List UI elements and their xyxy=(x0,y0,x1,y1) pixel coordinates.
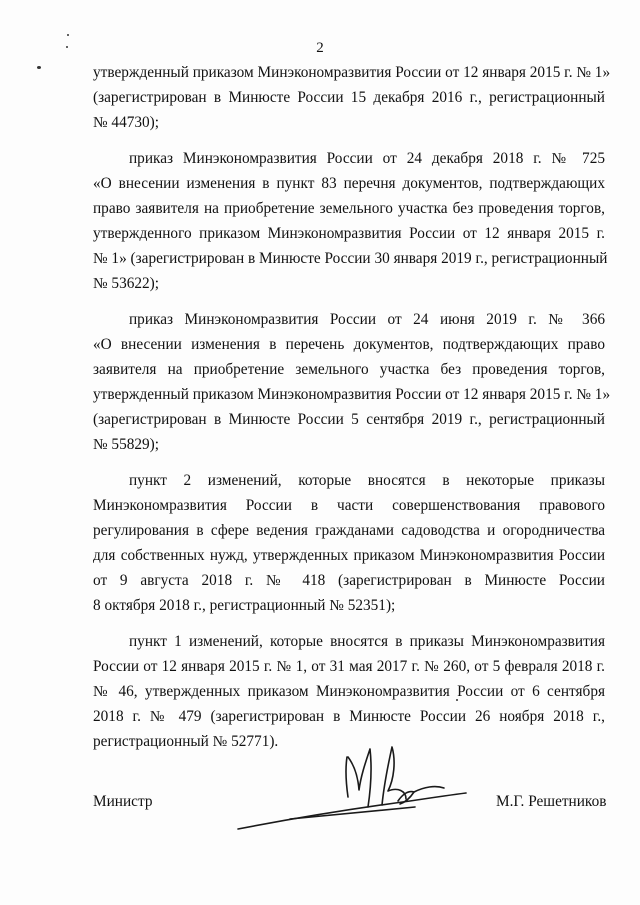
paragraph xyxy=(93,60,611,135)
text-line: утвержденный приказом Минэкономразвития России от 12 января 2015 г. № 1» xyxy=(93,386,611,403)
text-line: утвержденного приказом Минэкономразвития России от 12 января 2015 г. xyxy=(93,225,605,242)
handwritten-signature xyxy=(230,735,470,845)
text-line: пункт 2 изменений, которые вносятся в некоторые приказы xyxy=(129,472,605,489)
text-line: России от 12 января 2015 г. № 1, от 31 мая 2017 г. № 260, от 5 февраля 2018 г. xyxy=(93,658,605,675)
text-line: № 53622); xyxy=(93,275,160,292)
text-line: от 9 августа 2018 г. № 418 (зарегистрирован в Минюсте России xyxy=(93,572,605,589)
text-line: № 46, утвержденных приказом Минэкономразвития России от 6 сентября xyxy=(93,683,605,700)
text-line: «О внесении изменения в пункт 83 перечня документов, подтверждающих xyxy=(93,175,605,192)
text-line: 2018 г. № 479 (зарегистрирован в Минюсте России 26 ноября 2018 г., xyxy=(93,708,605,725)
paragraph xyxy=(93,146,608,296)
text-line: для собственных нужд, утвержденных приказом Минэкономразвития России xyxy=(93,547,605,564)
text-line: № 1» (зарегистрирован в Минюсте России 30 января 2019 г., регистрационный xyxy=(93,250,608,267)
text-line: пункт 1 изменений, которые вносятся в приказы Минэкономразвития xyxy=(129,633,605,650)
text-line: регулирования в сфере ведения гражданами садоводства и огородничества xyxy=(93,522,605,539)
paragraph xyxy=(93,468,605,618)
signatory-name: М.Г. Решетников xyxy=(496,793,607,810)
document-body xyxy=(93,60,611,754)
scan-speck xyxy=(67,34,69,36)
text-line: «О внесении изменения в перечень документов, подтверждающих право xyxy=(93,336,605,353)
text-line: Минэкономразвития России в части совершенствования правового xyxy=(93,497,605,514)
text-line: (зарегистрирован в Минюсте России 5 сентября 2019 г., регистрационный xyxy=(93,411,605,428)
paragraph xyxy=(93,307,611,457)
text-line: утвержденный приказом Минэкономразвития России от 12 января 2015 г. № 1» xyxy=(93,64,611,81)
scan-speck xyxy=(37,66,41,69)
page-number: 2 xyxy=(316,40,324,56)
text-line: № 55829); xyxy=(93,436,160,453)
text-line: заявителя на приобретение земельного участка без проведения торгов, xyxy=(93,361,605,378)
text-line: (зарегистрирован в Минюсте России 15 декабря 2016 г., регистрационный xyxy=(93,89,605,106)
text-line: 8 октября 2018 г., регистрационный № 52351); xyxy=(93,597,396,614)
text-line: приказ Минэкономразвития России от 24 июня 2019 г. № 366 xyxy=(129,311,605,328)
text-line: приказ Минэкономразвития России от 24 декабря 2018 г. № 725 xyxy=(129,150,605,167)
text-line: регистрационный № 52771). xyxy=(93,733,279,750)
text-line: № 44730); xyxy=(93,114,160,131)
signatory-title: Министр xyxy=(93,793,153,810)
text-line: право заявителя на приобретение земельного участка без проведения торгов, xyxy=(93,200,605,217)
